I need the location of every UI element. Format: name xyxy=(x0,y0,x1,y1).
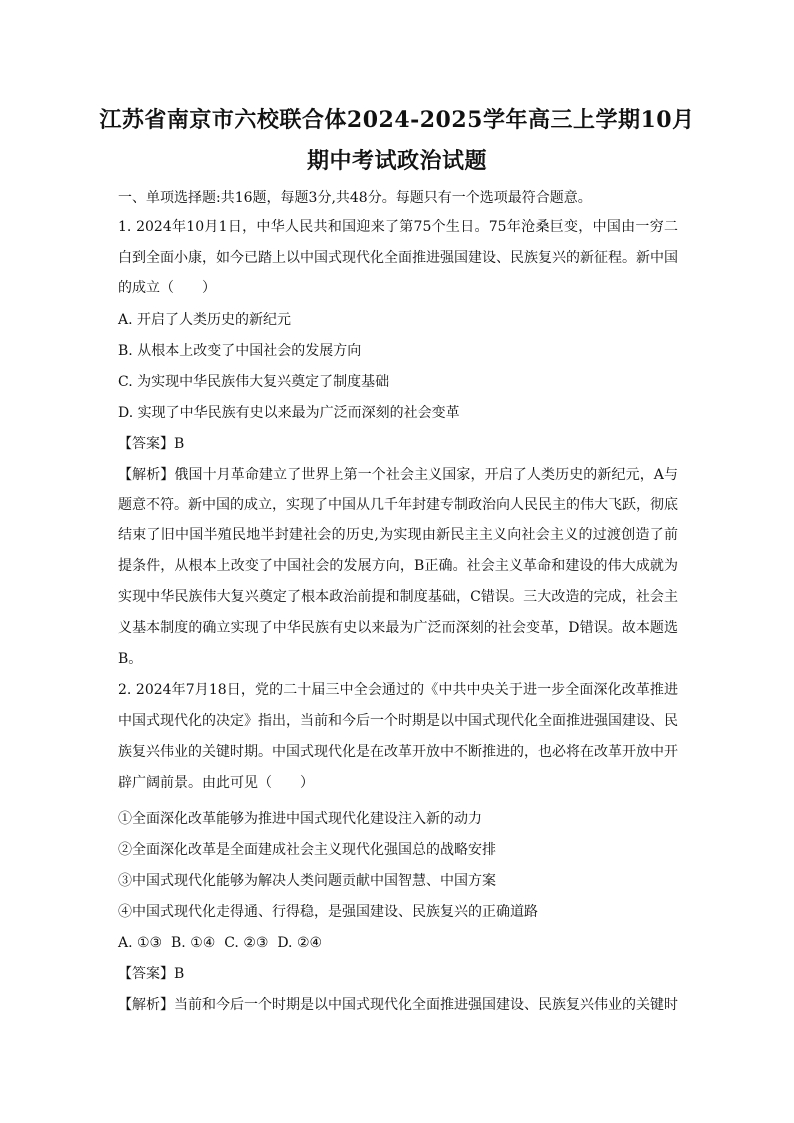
q2-analysis-line-1: 【解析】当前和今后一个时期是以中国式现代化全面推进强国建设、民族复兴伟业的关键时 xyxy=(118,997,678,1013)
q1-option-b: B. 从根本上改变了中国社会的发展方向 xyxy=(118,343,362,359)
q1-analysis-line-5: 实现中华民族伟大复兴奠定了根本政治前提和制度基础，C错误。三大改造的完成，社会主 xyxy=(118,589,678,605)
title-line-2: 期中考试政治试题 xyxy=(306,148,487,174)
q1-stem-line-1: 1. 2024年10月1日，中华人民共和国迎来了第75个生日。75年沧桑巨变，中国由一穷二 xyxy=(118,219,678,235)
q1-stem-line-3: 的成立（ ） xyxy=(118,280,216,296)
q1-option-d: D. 实现了中华民族有史以来最为广泛而深刻的社会变革 xyxy=(118,405,460,421)
q2-statement-2: ②全面深化改革是全面建成社会主义现代化强国总的战略安排 xyxy=(118,842,496,858)
q2-statement-4: ④中国式现代化走得通、行得稳，是强国建设、民族复兴的正确道路 xyxy=(118,904,538,920)
q1-option-c: C. 为实现中华民族伟大复兴奠定了制度基础 xyxy=(118,374,390,390)
q2-statement-3: ③中国式现代化能够为解决人类问题贡献中国智慧、中国方案 xyxy=(118,873,496,889)
q2-statement-1: ①全面深化改革能够为推进中国式现代化建设注入新的动力 xyxy=(118,811,482,827)
q2-options: A. ①③ B. ①④ C. ②③ D. ②④ xyxy=(118,935,323,951)
q2-stem-line-3: 族复兴伟业的关键时期。中国式现代化是在改革开放中不断推进的，也必将在改革开放中开 xyxy=(118,744,678,760)
q2-stem-line-2: 中国式现代化的决定》指出，当前和今后一个时期是以中国式现代化全面推进强国建设、民 xyxy=(118,713,678,729)
q1-analysis-line-2: 题意不符。新中国的成立，实现了中国从几千年封建专制政治向人民民主的伟大飞跃，彻底 xyxy=(118,497,678,513)
q1-analysis-line-1: 【解析】俄国十月革命建立了世界上第一个社会主义国家，开启了人类历史的新纪元，A与 xyxy=(118,467,678,483)
q1-stem-line-2: 白到全面小康，如今已踏上以中国式现代化全面推进强国建设、民族复兴的新征程。新中国 xyxy=(118,250,678,266)
q1-analysis-line-4: 提条件，从根本上改变了中国社会的发展方向，B正确。社会主义革命和建设的伟大成就为 xyxy=(118,558,678,574)
q1-answer: 【答案】B xyxy=(118,436,185,452)
title-line-1: 江苏省南京市六校联合体2024-2025学年高三上学期10月 xyxy=(99,107,695,133)
q2-stem-line-4: 辟广阔前景。由此可见（ ） xyxy=(118,775,314,791)
q1-analysis-line-3: 结束了旧中国半殖民地半封建社会的历史,为实现由新民主主义向社会主义的过渡创造了前 xyxy=(118,527,678,543)
q1-option-a: A. 开启了人类历史的新纪元 xyxy=(118,312,292,328)
q1-analysis-line-7: B。 xyxy=(118,651,143,667)
q1-analysis-line-6: 义基本制度的确立实现了中华民族有史以来最为广泛而深刻的社会变革，D错误。故本题选 xyxy=(118,620,678,636)
q2-stem-line-1: 2. 2024年7月18日，党的二十届三中全会通过的《中共中央关于进一步全面深化改革推进 xyxy=(118,682,678,698)
q2-answer: 【答案】B xyxy=(118,966,185,982)
section-header: 一、单项选择题:共16题，每题3分,共48分。每题只有一个选项最符合题意。 xyxy=(118,190,592,206)
